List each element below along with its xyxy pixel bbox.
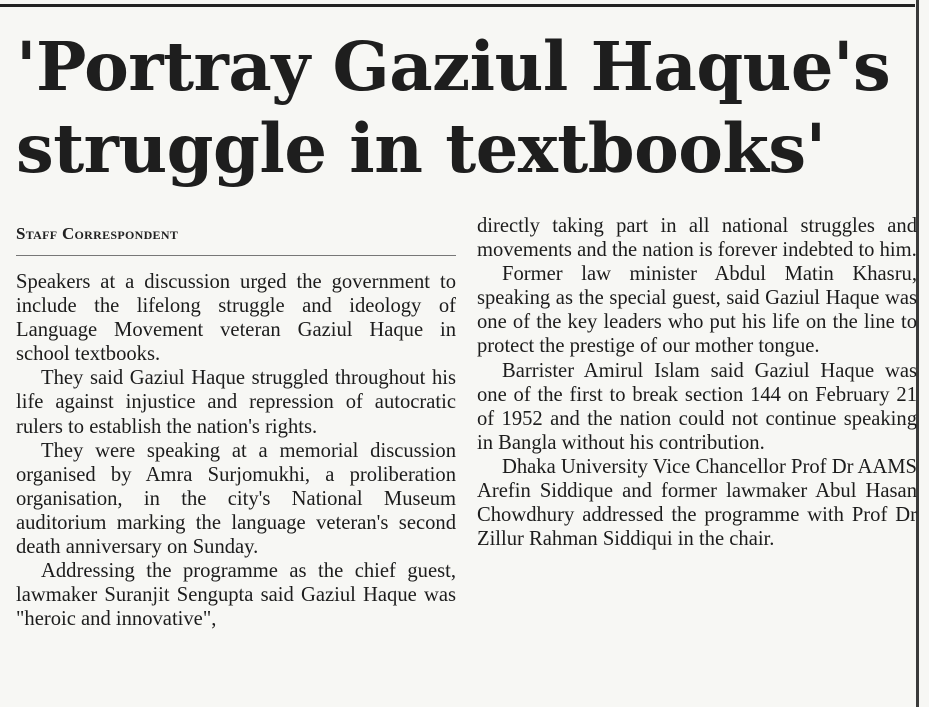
headline-line-2: struggle in textbooks' xyxy=(16,109,826,188)
paragraph: Addressing the programme as the chief guest, lawmaker Suranjit Sengupta said Gaziul Haque was "heroic and innovative", xyxy=(16,560,456,631)
right-column xyxy=(477,214,917,551)
paragraph: Speakers at a discussion urged the government to include the lifelong struggle and ideology of Language Movement veteran Gaziul Haque in school textbooks. xyxy=(16,271,456,366)
left-column xyxy=(16,208,456,631)
paragraph: Barrister Amirul Islam said Gaziul Haque was one of the first to break section 144 on February 21 of 1952 and the nation could not continue speaking in Bangla without his contribution. xyxy=(477,359,917,454)
headline-line-1: 'Portray Gaziul Haque's xyxy=(16,27,891,106)
paragraph: They were speaking at a memorial discussion organised by Amra Surjomukhi, a proliberation organisation, in the city's National Museum auditorium marking the language veteran's second death anniversary on Sunday. xyxy=(16,439,456,559)
byline-divider xyxy=(16,255,456,256)
paragraph: Former law minister Abdul Matin Khasru, speaking as the special guest, said Gaziul Haque was one of the key leaders who put his life on the line to protect the prestige of our mother tongue. xyxy=(477,263,917,358)
paragraph: They said Gaziul Haque struggled throughout his life against injustice and repression of autocratic rulers to establish the nation's rights. xyxy=(16,367,456,438)
top-border-rule xyxy=(0,4,915,7)
paragraph: Dhaka University Vice Chancellor Prof Dr AAMS Arefin Siddique and former lawmaker Abul Hasan Chowdhury addressed the programme with Prof Dr Zillur Rahman Siddiqui in the chair. xyxy=(477,455,917,551)
paragraph: directly taking part in all national struggles and movements and the nation is forever indebted to him. xyxy=(477,215,917,262)
byline-text: Staff Correspondent xyxy=(16,224,179,243)
headline xyxy=(16,26,916,190)
byline xyxy=(16,222,456,246)
